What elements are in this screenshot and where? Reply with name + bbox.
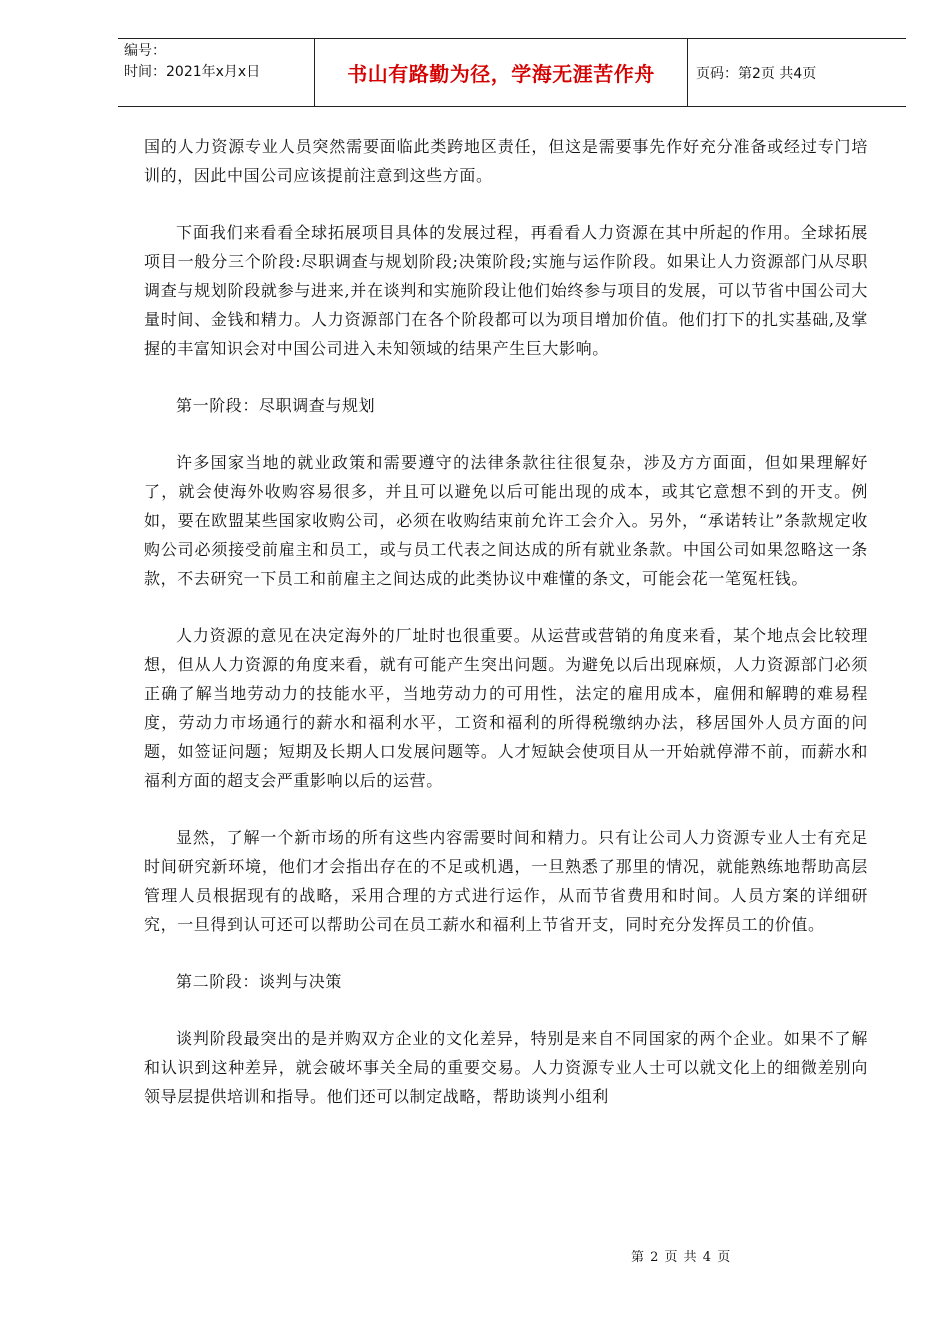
page-header <box>118 38 906 107</box>
paragraph: 人力资源的意见在决定海外的厂址时也很重要。从运营或营销的角度来看，某个地点会比较理想，但从人力资源的角度来看，就有可能产生突出问题。为避免以后出现麻烦，人力资源部门必须正确了解当地劳动力的技能水平，当地劳动力的可用性，法定的雇用成本，雇佣和解聘的难易程度，劳动力市场通行的薪水和福利水平，工资和福利的所得税缴纳办法，移居国外人员方面的问题，如签证问题；短期及长期人口发展问题等。人才短缺会使项目从一开始就停滞不前，而薪水和福利方面的超支会严重影响以后的运营。 <box>144 626 868 790</box>
header-page-info: 页码：第2页 共4页 <box>696 65 817 82</box>
document-number-label: 编号： <box>124 43 166 59</box>
paragraph: 谈判阶段最突出的是并购双方企业的文化差异，特别是来自不同国家的两个企业。如果不了解和认识到这种差异，就会破坏事关全局的重要交易。人力资源专业人士可以就文化上的细微差别向领导层提供培训和指导。他们还可以制定战略，帮助谈判小组利 <box>144 1029 868 1106</box>
header-motto: 书山有路勤为径，学海无涯苦作舟 <box>315 39 688 106</box>
section-heading-stage-one: 第一阶段：尽职调查与规划 <box>176 396 376 415</box>
paragraph: 显然，了解一个新市场的所有这些内容需要时间和精力。只有让公司人力资源专业人士有充足时间研究新环境，他们才会指出存在的不足或机遇，一旦熟悉了那里的情况，就能熟练地帮助高层管理人员根据现有的战略，采用合理的方式进行运作，从而节省费用和时间。人员方案的详细研究，一旦得到认可还可以帮助公司在员工薪水和福利上节省开支，同时充分发挥员工的价值。 <box>144 828 868 934</box>
page-footer: 第 2 页 共 4 页 <box>631 1250 732 1265</box>
section-heading-stage-two: 第二阶段：谈判与决策 <box>176 972 343 991</box>
document-body <box>144 132 868 1139</box>
header-meta <box>118 39 315 106</box>
document-time-label: 时间：2021年x月x日 <box>124 64 261 80</box>
paragraph: 许多国家当地的就业政策和需要遵守的法律条款往往很复杂，涉及方方面面，但如果理解好了，就会使海外收购容易很多，并且可以避免以后可能出现的成本，或其它意想不到的开支。例如，要在欧盟某些国家收购公司，必须在收购结束前允许工会介入。另外，“承诺转让”条款规定收购公司必须接受前雇主和员工，或与员工代表之间达成的所有就业条款。中国公司如果忽略这一条款，不去研究一下员工和前雇主之间达成的此类协议中难懂的条文，可能会花一笔冤枉钱。 <box>144 453 868 588</box>
paragraph-continuation: 国的人力资源专业人员突然需要面临此类跨地区责任，但这是需要事先作好充分准备或经过专门培训的，因此中国公司应该提前注意到这些方面。 <box>144 137 868 185</box>
paragraph: 下面我们来看看全球拓展项目具体的发展过程，再看看人力资源在其中所起的作用。全球拓展项目一般分三个阶段:尽职调查与规划阶段;决策阶段;实施与运作阶段。如果让人力资源部门从尽职调查与规划阶段就参与进来,并在谈判和实施阶段让他们始终参与项目的发展，可以节省中国公司大量时间、金钱和精力。人力资源部门在各个阶段都可以为项目增加价值。他们打下的扎实基础,及掌握的丰富知识会对中国公司进入未知领域的结果产生巨大影响。 <box>144 223 868 358</box>
